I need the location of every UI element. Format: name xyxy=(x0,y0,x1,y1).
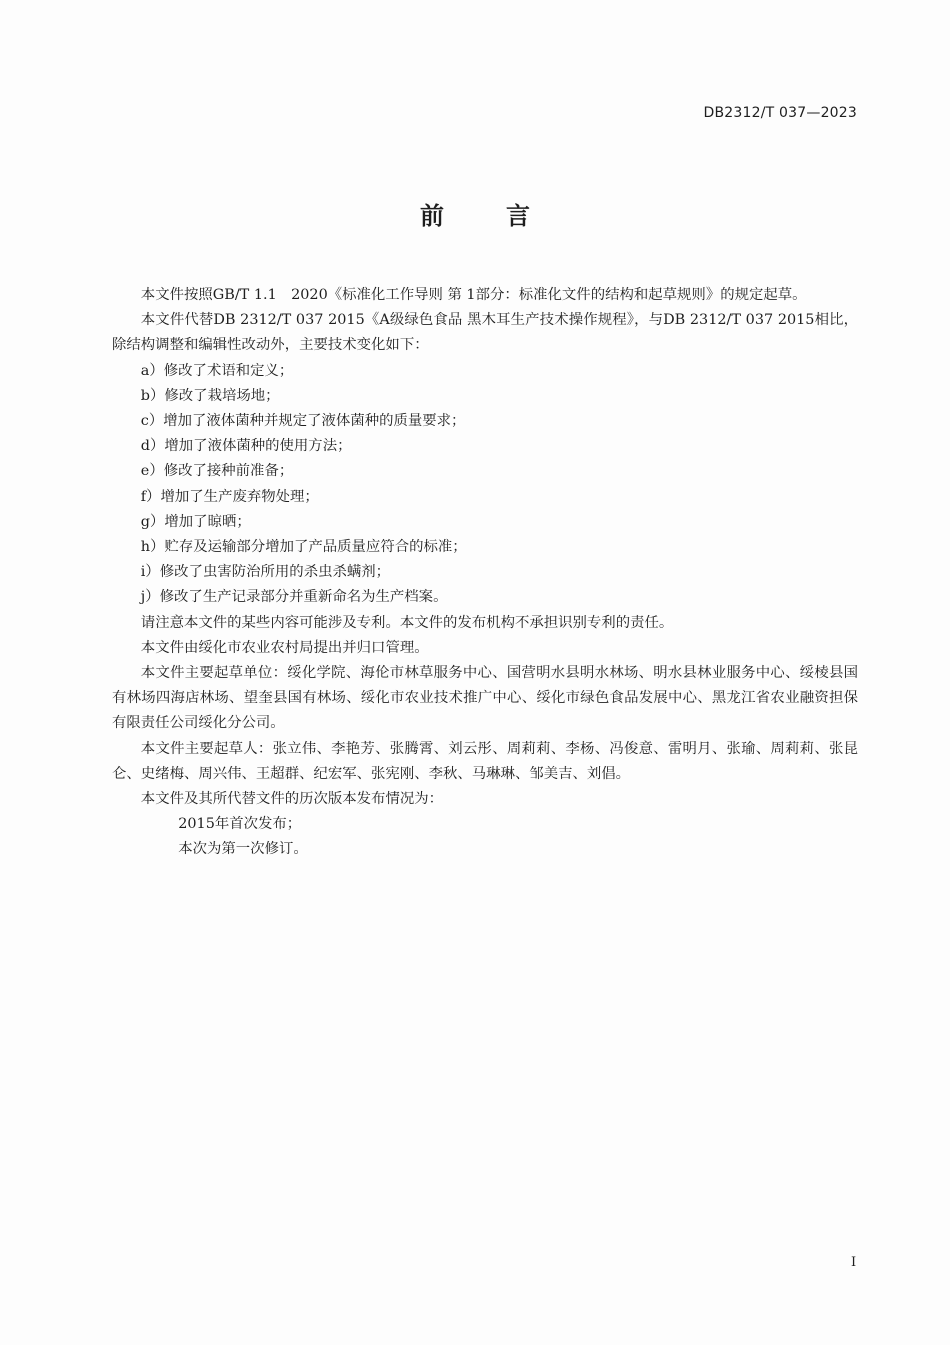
title-char-1: 前 xyxy=(420,202,444,230)
list-item: c）增加了液体菌种并规定了液体菌种的质量要求； xyxy=(140,413,466,430)
list-item: f）增加了生产废弃物处理； xyxy=(140,488,319,505)
list-item: e）修改了接种前准备； xyxy=(140,463,294,480)
history-item: 2015年首次发布； xyxy=(178,816,302,833)
title-char-2: 言 xyxy=(506,202,530,230)
list-item: h）贮存及运输部分增加了产品质量应符合的标准； xyxy=(140,539,467,556)
list-item: b）修改了栽培场地； xyxy=(140,387,280,404)
list-item: i）修改了虫害防治所用的杀虫杀螨剂； xyxy=(140,564,391,581)
list-item: d）增加了液体菌种的使用方法； xyxy=(140,438,352,455)
paragraph-drafters: 本文件主要起草人：张立伟、李艳芳、张腾霄、刘云彤、周莉莉、李杨、冯俊意、雷明月、张瑜、周莉莉、张昆仑、史绪梅、周兴伟、王超群、纪宏军、张宪刚、李秋、马琳琳、邹美吉、刘倡。 xyxy=(112,740,858,782)
list-item: a）修改了术语和定义； xyxy=(140,362,294,379)
paragraph-drafting-units: 本文件主要起草单位：绥化学院、海伦市林草服务中心、国营明水县明水林场、明水县林业服务中心、绥棱县国有林场四海店林场、望奎县国有林场、绥化市农业技术推广中心、绥化市绿色食品发展中心、黑龙江省农业融资担保有限责任公司绥化分公司。 xyxy=(112,665,858,732)
changes-list xyxy=(112,359,858,611)
list-item: g）增加了晾晒； xyxy=(140,513,251,530)
paragraph-patent-notice: 请注意本文件的某些内容可能涉及专利。本文件的发布机构不承担识别专利的责任。 xyxy=(140,614,674,631)
document-code: DB2312/T 037—2023 xyxy=(703,105,857,121)
page-title xyxy=(0,196,950,231)
history-item: 本次为第一次修订。 xyxy=(178,841,308,858)
paragraph-proposer: 本文件由绥化市农业农村局提出并归口管理。 xyxy=(140,639,429,656)
paragraph-history-intro: 本文件及其所代替文件的历次版本发布情况为： xyxy=(140,791,444,808)
foreword-body xyxy=(112,283,858,863)
list-item: j）修改了生产记录部分并重新命名为生产档案。 xyxy=(140,589,448,606)
paragraph-replacement: 本文件代替DB 2312/T 037 2015《A级绿色食品 黑木耳生产技术操作规程》，与DB 2312/T 037 2015相比，除结构调整和编辑性改动外，主要技术变化如下： xyxy=(112,312,858,354)
page-number: I xyxy=(851,1255,857,1270)
paragraph-drafting-basis: 本文件按照GB/T 1.1 2020《标准化工作导则 第 1部分：标准化文件的结构和起草规则》的规定起草。 xyxy=(140,287,807,303)
